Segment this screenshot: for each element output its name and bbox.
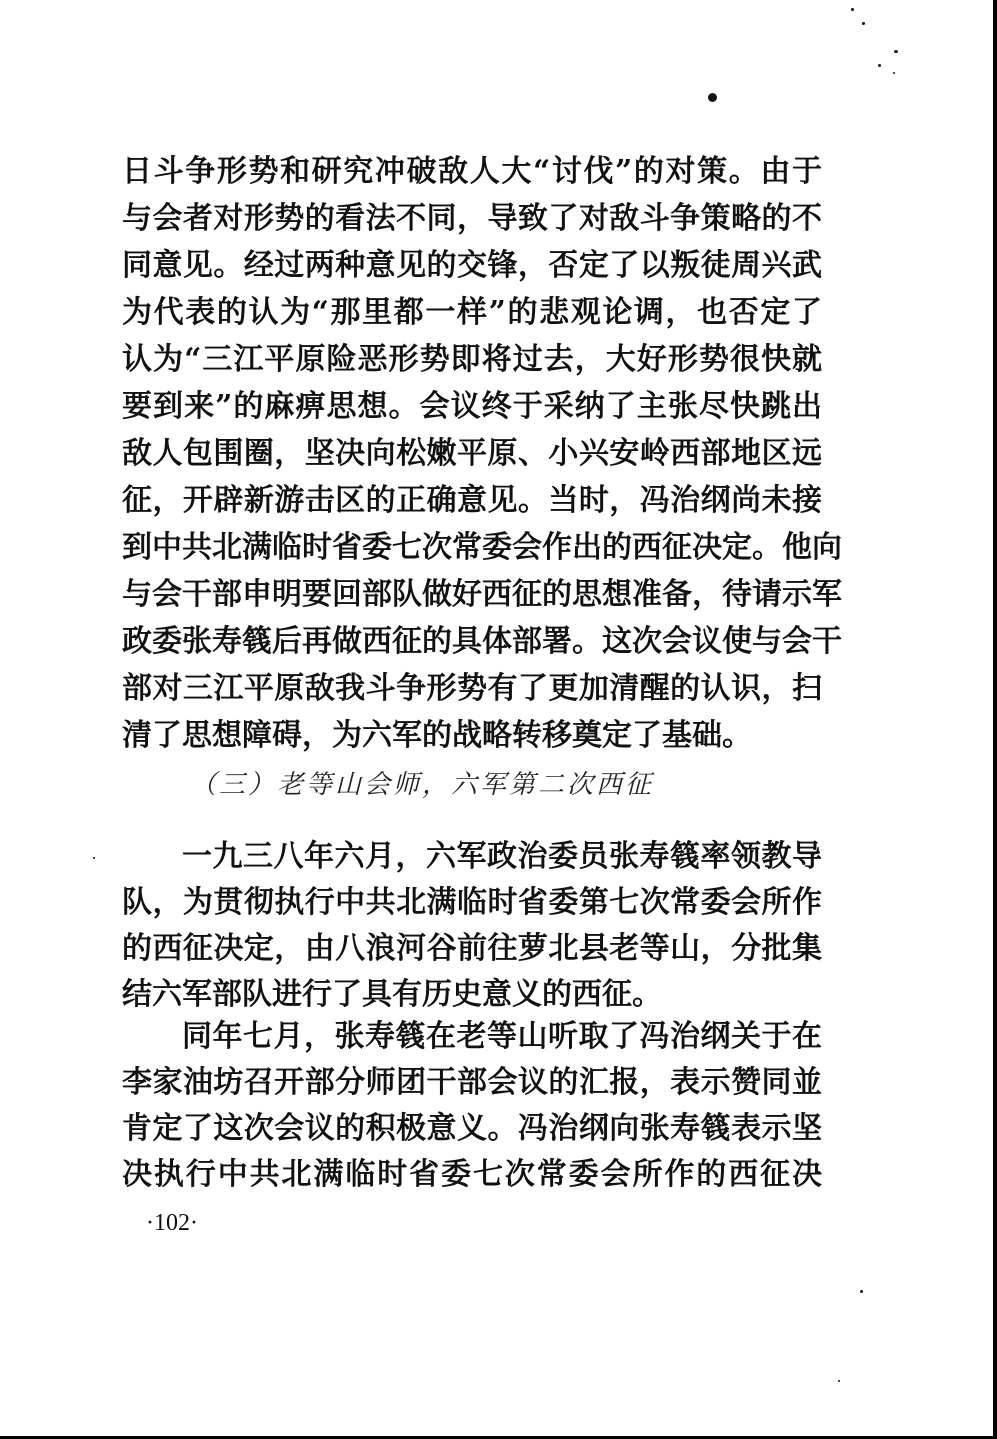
scan-border-right — [993, 0, 997, 1439]
text-line: 一九三八年六月，六军政治委员张寿篯率领教导 — [182, 839, 822, 874]
text-line: 与会干部申明要回部队做好西征的思想准备，待请示军 — [122, 577, 842, 612]
scan-speck — [878, 64, 881, 67]
section-heading: （三）老等山会师，六军第二次西征 — [190, 770, 655, 800]
text-line: 为代表的认为“那里都一样”的悲观论调，也否定了 — [122, 295, 822, 330]
scan-speck — [862, 22, 865, 25]
page-number: ·102· — [146, 1210, 198, 1236]
scan-speck — [708, 93, 717, 102]
scan-speck — [894, 50, 898, 53]
text-line: 清了思想障碍，为六军的战略转移奠定了基础。 — [122, 718, 752, 753]
text-line: 与会者对形势的看法不同，导致了对敌斗争策略的不 — [122, 201, 822, 236]
text-line: 队，为贯彻执行中共北满临时省委第七次常委会所作 — [122, 885, 822, 920]
text-line: 肯定了这次会议的积极意义。冯治纲向张寿篯表示坚 — [122, 1111, 822, 1146]
scan-speck — [93, 857, 95, 859]
text-line: 政委张寿篯后再做西征的具体部署。这次会议使与会干 — [122, 624, 842, 659]
text-line: 的西征决定，由八浪河谷前往萝北县老等山，分批集 — [122, 931, 822, 966]
scan-speck — [860, 1290, 863, 1293]
text-line: 结六军部队进行了具有历史意义的西征。 — [122, 977, 662, 1012]
text-line: 决执行中共北满临时省委七次常委会所作的西征决 — [122, 1157, 822, 1192]
scan-speck — [893, 72, 895, 74]
text-line: 认为“三江平原险恶形势即将过去，大好形势很快就 — [122, 342, 822, 377]
text-line: 日斗争形势和研究冲破敌人大“讨伐”的对策。由于 — [122, 154, 822, 189]
text-line: 部对三江平原敌我斗争形势有了更加清醒的认识，扫 — [122, 671, 822, 706]
scan-speck — [838, 1380, 840, 1382]
text-line: 同年七月，张寿篯在老等山听取了冯治纲关于在 — [182, 1019, 822, 1054]
scan-speck — [851, 8, 854, 11]
text-line: 征，开辟新游击区的正确意见。当时，冯治纲尚未接 — [122, 483, 822, 518]
text-line: 要到来”的麻痹思想。会议终于采纳了主张尽快跳出 — [122, 389, 822, 424]
text-line: 到中共北满临时省委七次常委会作出的西征决定。他向 — [122, 530, 842, 565]
text-line: 同意见。经过两种意见的交锋，否定了以叛徒周兴武 — [122, 248, 822, 283]
text-line: 李家油坊召开部分师团干部会议的汇报，表示赞同並 — [122, 1065, 822, 1100]
text-line: 敌人包围圈，坚决向松嫩平原、小兴安岭西部地区远 — [122, 436, 822, 471]
